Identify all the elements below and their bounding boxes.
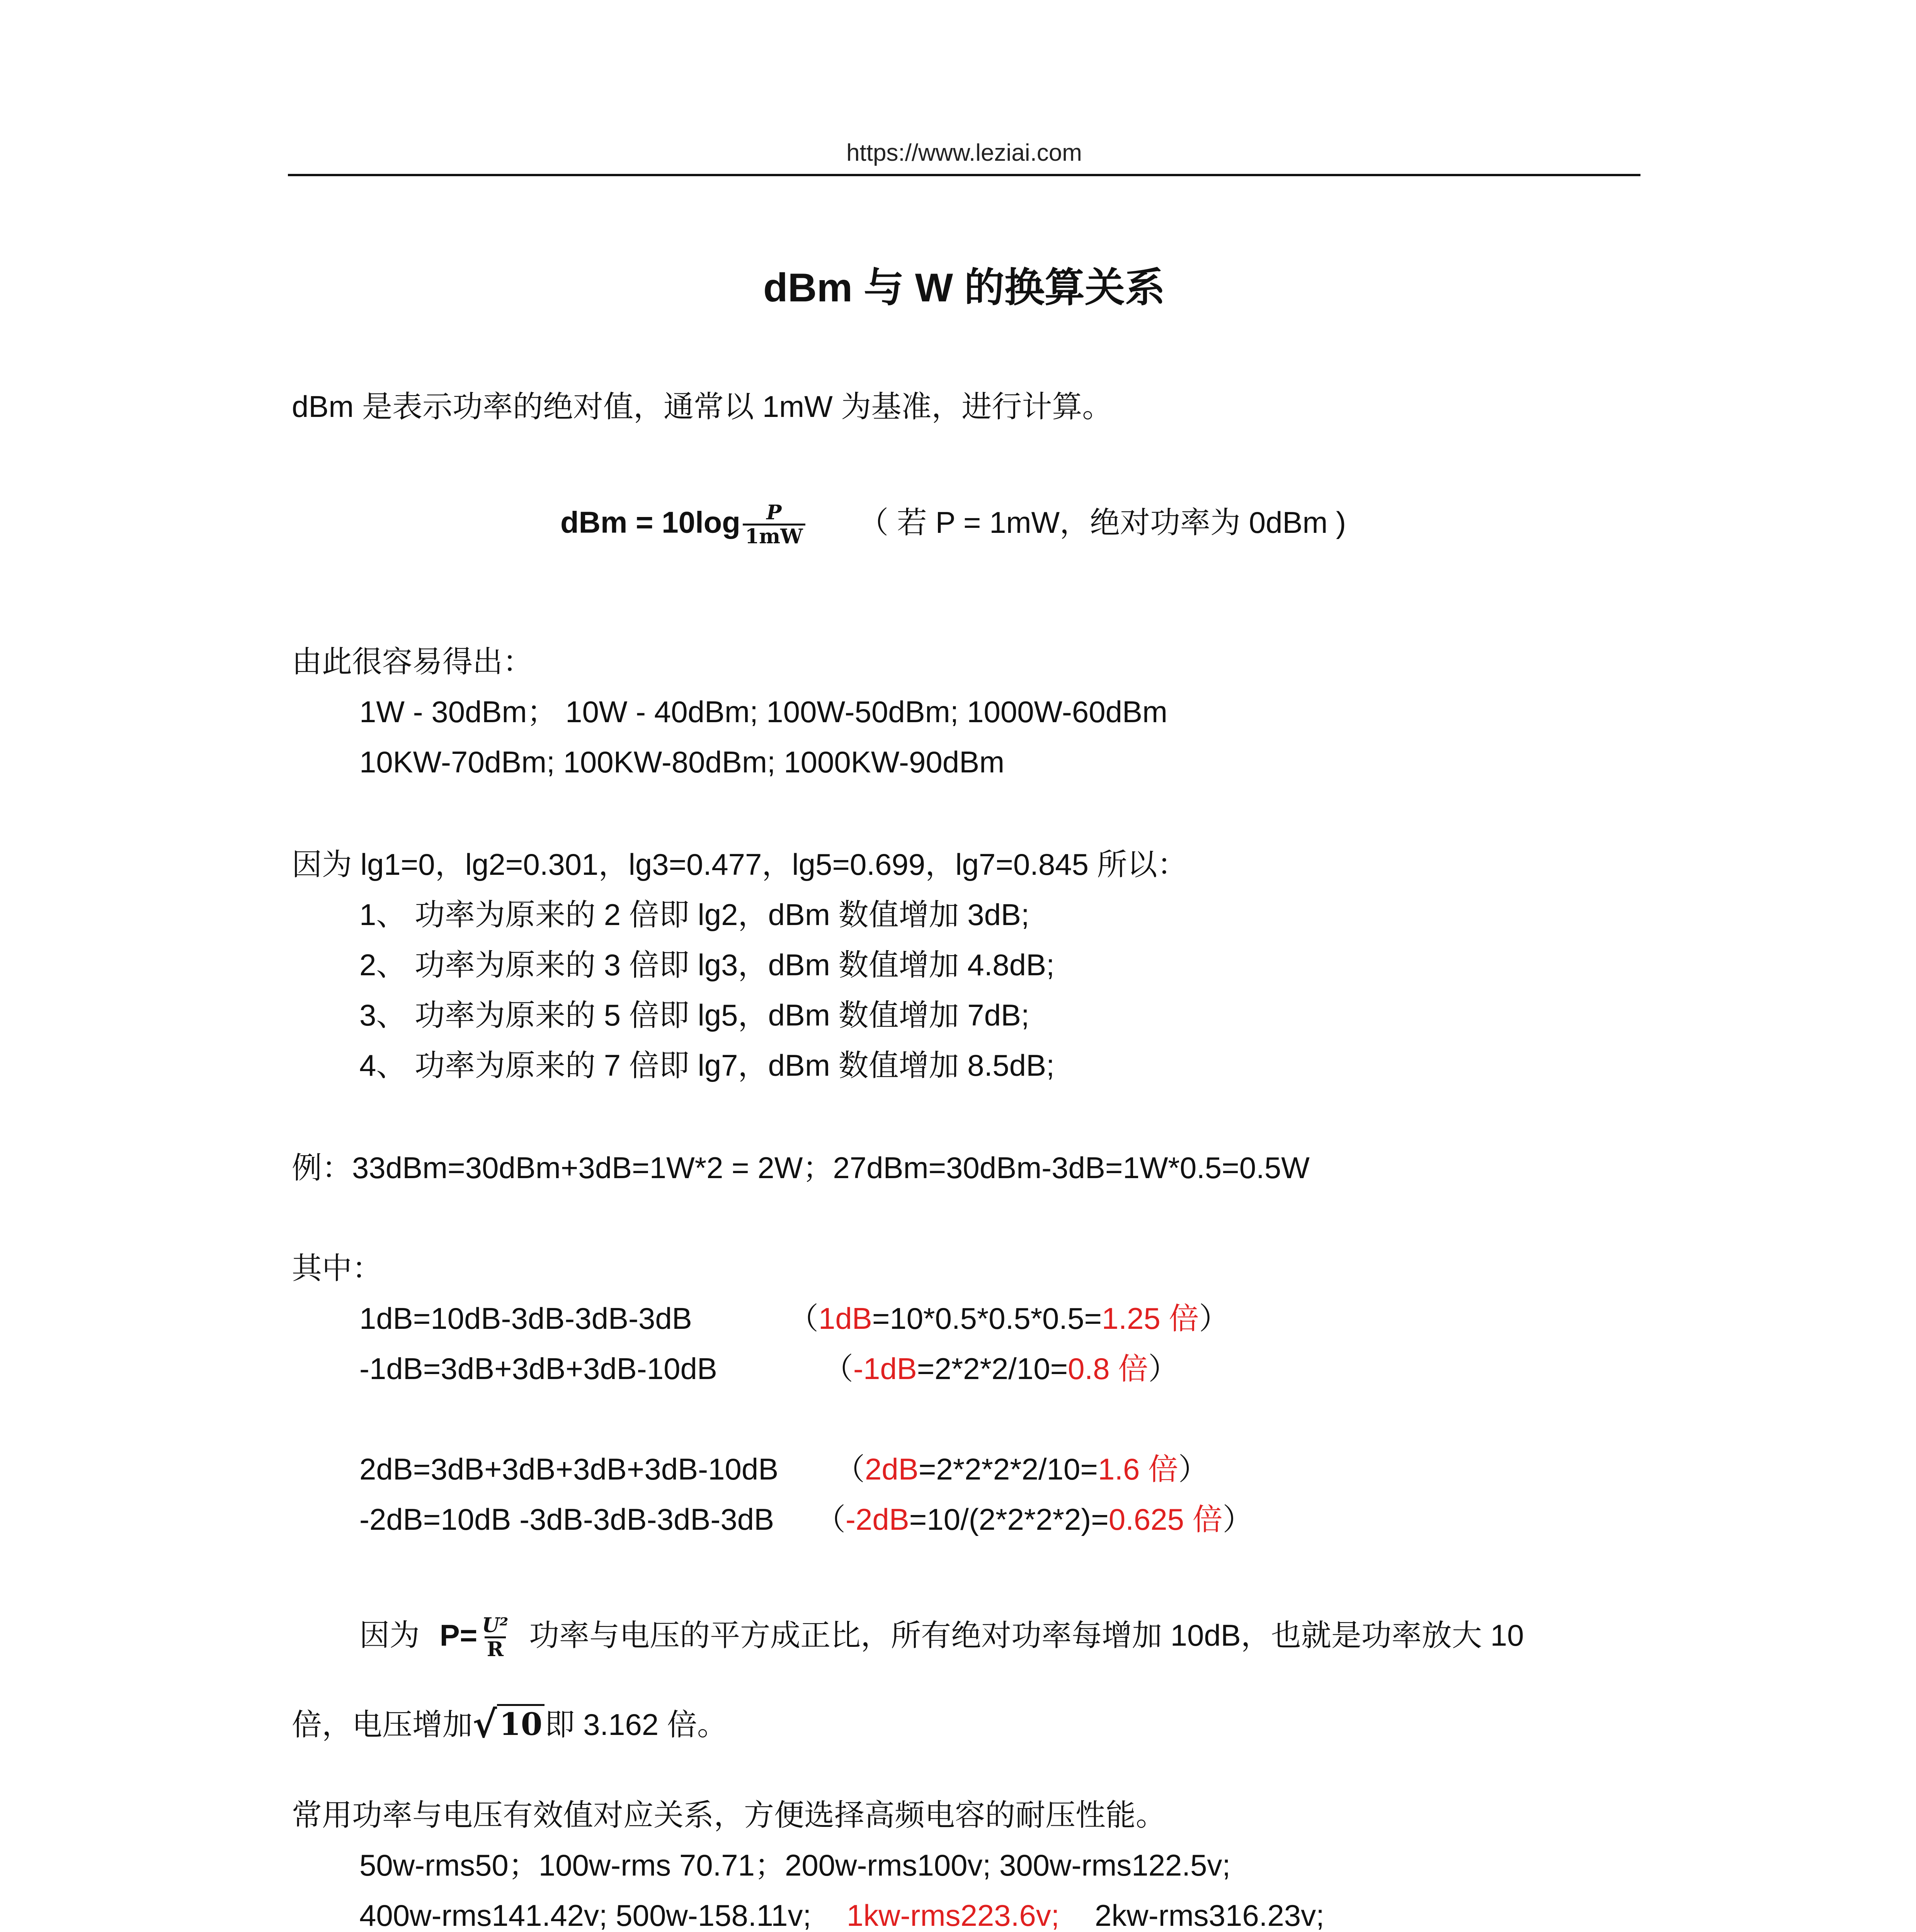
- among-row: [359, 1503, 774, 1536]
- logs-item: 2、 功率为原来的 3 倍即 lg3，dBm 数值增加 4.8dB;: [359, 948, 1055, 982]
- page-title: dBm 与 W 的换算关系: [763, 265, 1165, 310]
- paren-open: （: [788, 1301, 819, 1335]
- formula-line: [560, 502, 1346, 547]
- among-val: 1.25 倍: [1102, 1301, 1199, 1335]
- among-row: [359, 1302, 692, 1335]
- power-text-2a: 倍，电压增加: [292, 1708, 473, 1742]
- among-val: 1.6 倍: [1098, 1452, 1179, 1486]
- power-line-2: [292, 1704, 727, 1745]
- formula-denominator: 1mW: [743, 524, 805, 548]
- paren-close: ）: [1199, 1301, 1229, 1335]
- derive-line-1: 1W - 30dBm； 10W - 40dBm; 100W-50dBm; 1000W-60dBm: [359, 695, 1167, 729]
- sqrt-ten: [473, 1704, 545, 1745]
- among-result: [823, 1352, 1178, 1386]
- voltage-line-2c: 2kw-rms316.23v;: [1095, 1898, 1324, 1932]
- sqrt-value: 10: [497, 1704, 545, 1742]
- paren-open: （: [815, 1502, 846, 1536]
- header-url: https://www.leziai.com: [846, 139, 1082, 166]
- voltage-heading: 常用功率与电压有效值对应关系，方便选择高频电容的耐压性能。: [292, 1798, 1166, 1832]
- paren-open: （: [823, 1352, 854, 1386]
- example-line: 例：33dBm=30dBm+3dB=1W*2 = 2W；27dBm=30dBm-3dB=1W*0.5=0.5W: [292, 1151, 1310, 1185]
- paren-close: ）: [1148, 1352, 1179, 1386]
- among-expr: -1dB=3dB+3dB+3dB-10dB: [359, 1352, 717, 1386]
- voltage-line-2a: 400w-rms141.42v; 500w-158.11v;: [359, 1898, 812, 1932]
- among-val: 0.8 倍: [1068, 1352, 1149, 1386]
- logs-item: 3、 功率为原来的 5 倍即 lg5，dBm 数值增加 7dB;: [359, 998, 1029, 1032]
- power-denominator: R: [485, 1636, 506, 1660]
- formula-lhs: dBm = 10log: [560, 505, 740, 539]
- among-val: 0.625 倍: [1108, 1502, 1223, 1536]
- voltage-line-2b: 1kw-rms223.6v;: [846, 1898, 1060, 1932]
- paren-open: （: [835, 1452, 865, 1486]
- logs-item: 4、 功率为原来的 7 倍即 lg7，dBm 数值增加 8.5dB;: [359, 1048, 1055, 1082]
- among-db: 2dB: [865, 1452, 919, 1486]
- among-result: [835, 1453, 1208, 1486]
- among-result: [815, 1503, 1253, 1536]
- logs-heading: 因为 lg1=0，lg2=0.301，lg3=0.477，lg5=0.699，lg7=0.845 所以：: [292, 847, 1188, 881]
- voltage-line-1: 50w-rms50；100w-rms 70.71；200w-rms100v; 300w-rms122.5v;: [359, 1848, 1231, 1882]
- voltage-line-2: [359, 1899, 1324, 1932]
- formula-numerator: P: [766, 501, 782, 524]
- power-line-1: [359, 1615, 1524, 1660]
- among-expr: -2dB=10dB -3dB-3dB-3dB-3dB: [359, 1502, 774, 1536]
- power-p-label: P=: [439, 1618, 478, 1652]
- derive-heading: 由此很容易得出：: [292, 645, 533, 679]
- among-result: [788, 1302, 1229, 1335]
- among-mid: =2*2*2/10=: [917, 1352, 1068, 1386]
- formula-note: （ 若 P = 1mW，绝对功率为 0dBm ): [858, 505, 1346, 539]
- among-db: -2dB: [846, 1502, 909, 1536]
- intro-paragraph: dBm 是表示功率的绝对值，通常以 1mW 为基准，进行计算。: [292, 389, 1113, 423]
- logs-item: 1、 功率为原来的 2 倍即 lg2，dBm 数值增加 3dB;: [359, 898, 1029, 932]
- among-row: [359, 1352, 717, 1386]
- sqrt-symbol: √: [473, 1702, 497, 1746]
- among-expr: 2dB=3dB+3dB+3dB+3dB-10dB: [359, 1452, 779, 1486]
- power-prefix: 因为: [359, 1618, 420, 1652]
- among-row: [359, 1453, 778, 1486]
- among-db: -1dB: [853, 1352, 917, 1386]
- among-db: 1dB: [818, 1301, 872, 1335]
- among-heading: 其中：: [292, 1251, 383, 1285]
- derive-line-2: 10KW-70dBm; 100KW-80dBm; 1000KW-90dBm: [359, 745, 1005, 779]
- paren-close: ）: [1222, 1502, 1253, 1536]
- among-mid: =2*2*2*2/10=: [918, 1452, 1098, 1486]
- power-text-1: 功率与电压的平方成正比，所有绝对功率每增加 10dB，也就是功率放大 10: [529, 1618, 1524, 1652]
- header-divider: [288, 174, 1640, 176]
- among-mid: =10*0.5*0.5*0.5=: [872, 1301, 1102, 1335]
- power-fraction: [480, 1615, 510, 1660]
- paren-close: ）: [1178, 1452, 1209, 1486]
- formula-fraction: [743, 502, 805, 547]
- among-expr: 1dB=10dB-3dB-3dB-3dB: [359, 1301, 692, 1335]
- among-mid: =10/(2*2*2*2)=: [909, 1502, 1109, 1536]
- power-numerator: U²: [482, 1614, 509, 1637]
- power-text-2b: 即 3.162 倍。: [545, 1708, 727, 1742]
